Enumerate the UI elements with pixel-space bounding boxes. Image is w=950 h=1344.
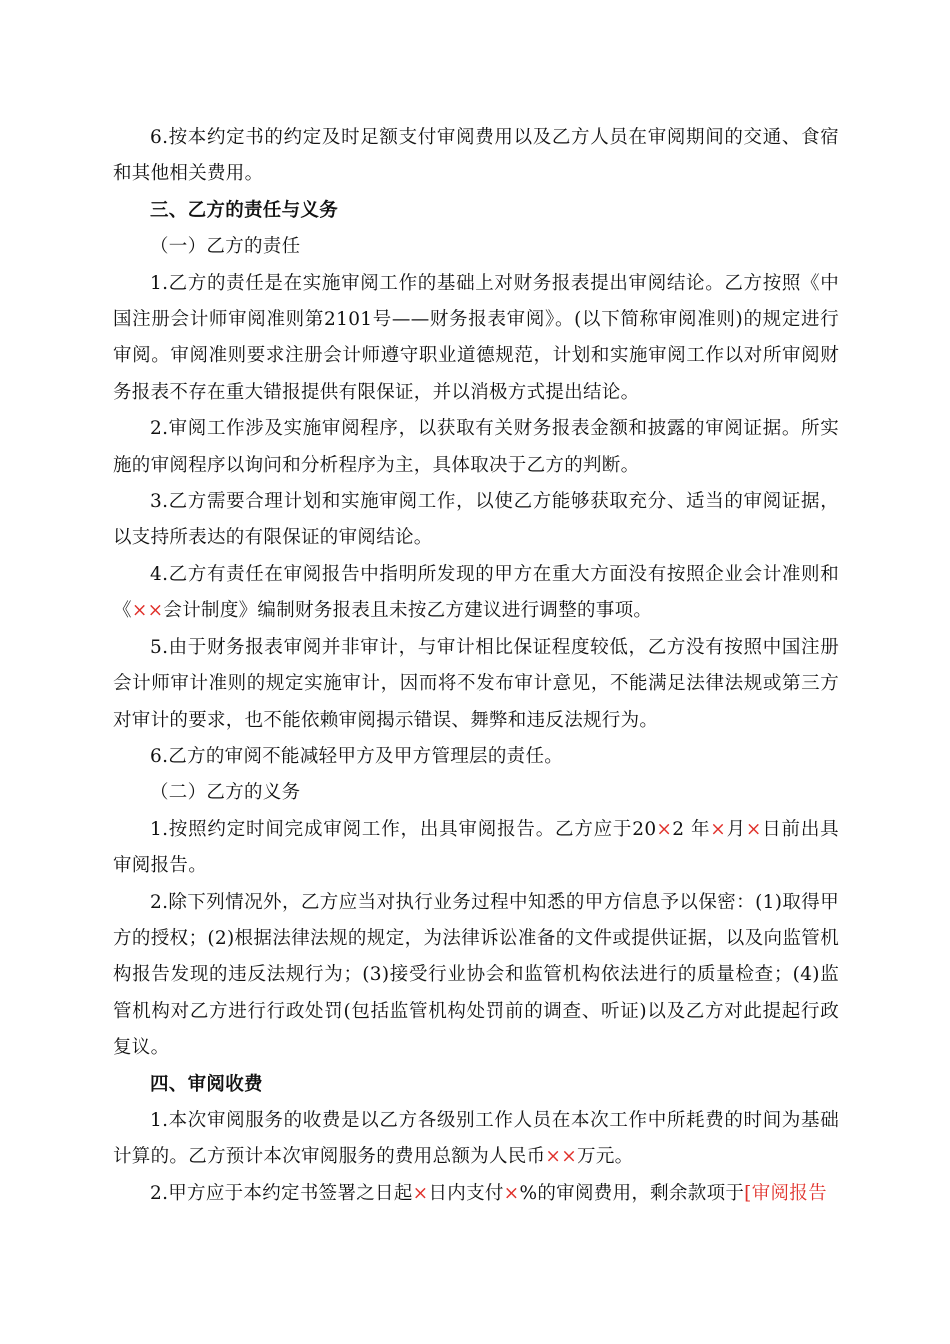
paragraph [113,1176,839,1212]
text-run: 万元。 [577,1146,634,1168]
paragraph [113,812,839,885]
text-run: 日内支付 [428,1182,504,1204]
text-run: %的审阅费用，剩余款项于 [519,1182,745,1204]
paragraph [113,557,839,630]
placeholder-mark: × [656,818,673,840]
text-run: 6.按本约定书的约定及时足额支付审阅费用以及乙方人员在审阅期间的交通、食宿和其他相关费用。 [113,127,839,185]
paragraph [113,484,839,557]
text-run: 1.按照约定时间完成审阅工作，出具审阅报告。乙方应于20 [150,818,657,840]
paragraph [113,266,839,412]
text-run: 1.乙方的责任是在实施审阅工作的基础上对财务报表提出审阅结论。乙方按照《中国注册会计师审阅准则第2101号——财务报表审阅》。(以下简称审阅准则)的规定进行审阅。审阅准则要求注册会计师遵守职业道德规范，计划和实施审阅工作以对所审阅财务报表不存在重大错报提供有限保证，并以消极方式提出结论。 [113,272,839,403]
text-run: （二）乙方的义务 [150,782,301,804]
text-run: 会计制度》编制财务报表且未按乙方建议进行调整的事项。 [163,600,653,622]
section-heading [113,193,839,229]
text-run: 月 [726,818,746,840]
placeholder-mark: × [503,1182,520,1204]
text-run: 3.乙方需要合理计划和实施审阅工作，以使乙方能够获取充分、适当的审阅证据，以支持所表达的有限保证的审阅结论。 [113,491,839,549]
section-heading [113,1067,839,1103]
paragraph [113,630,839,739]
paragraph [113,885,839,1067]
text-run: （一）乙方的责任 [150,236,301,258]
text-run: 5.由于财务报表审阅并非审计，与审计相比保证程度较低，乙方没有按照中国注册会计师审计准则的规定实施审计，因而将不发布审计意见，不能满足法律法规或第三方对审计的要求，也不能依赖审阅揭示错误、舞弊和违反法规行为。 [113,636,839,731]
text-run: 2.审阅工作涉及实施审阅程序，以获取有关财务报表金额和披露的审阅证据。所实施的审阅程序以询问和分析程序为主，具体取决于乙方的判断。 [113,418,839,476]
placeholder-mark: × [412,1182,429,1204]
text-run: 1.本次审阅服务的收费是以乙方各级别工作人员在本次工作中所耗费的时间为基础计算的。乙方预计本次审阅服务的费用总额为人民币 [113,1109,839,1168]
placeholder-mark: [审阅报告 [744,1182,827,1204]
document-body [113,120,839,1212]
text-run: 6.乙方的审阅不能减轻甲方及甲方管理层的责任。 [150,745,564,767]
text-run: 2 年 [672,818,711,840]
text-run: 三、乙方的责任与义务 [150,199,339,221]
paragraph [113,1103,839,1176]
paragraph [113,739,839,775]
text-run: 四、审阅收费 [150,1073,263,1095]
text-run: 2.甲方应于本约定书签署之日起 [150,1182,413,1204]
paragraph [113,229,839,265]
paragraph [113,775,839,811]
text-run: 2.除下列情况外，乙方应当对执行业务过程中知悉的甲方信息予以保密：(1)取得甲方的授权；(2)根据法律法规的规定，为法律诉讼准备的文件或提供证据，以及向监管机构报告发现的违反法规行为；(3)接受行业协会和监管机构依法进行的质量检查；(4)监管机构对乙方进行行政处罚(包括监管机构处罚前的调查、听证)以及乙方对此提起行政复议。 [113,891,839,1059]
placeholder-mark: ×× [131,600,164,622]
text-run: 4.乙方有责任在审阅报告中指明所发现的甲方在重大方面没有按照企业会计准则和《 [113,563,839,622]
placeholder-mark: × [710,818,727,840]
placeholder-mark: × [745,818,762,840]
paragraph [113,411,839,484]
text-run: 日前出具审阅报告。 [113,818,839,877]
placeholder-mark: ×× [545,1146,578,1168]
paragraph [113,120,839,193]
